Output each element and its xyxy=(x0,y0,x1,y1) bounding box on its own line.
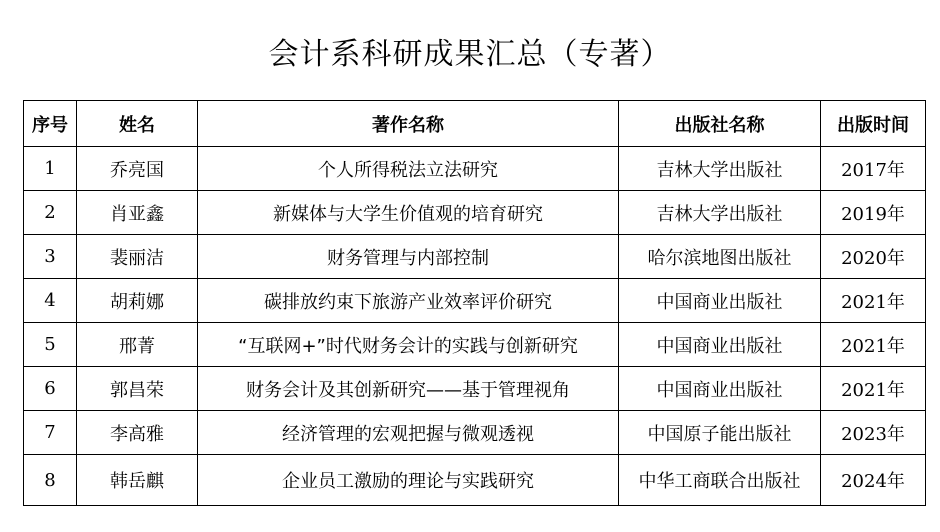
cell-name: 李高雅 xyxy=(77,411,198,455)
cell-publisher: 吉林大学出版社 xyxy=(619,191,821,235)
cell-publish-date: 2019年 xyxy=(821,191,926,235)
table-header-row xyxy=(24,101,926,147)
header-publisher: 出版社名称 xyxy=(619,101,821,147)
cell-index: 2 xyxy=(24,191,77,235)
cell-publisher: 中国商业出版社 xyxy=(619,279,821,323)
table-row xyxy=(24,191,926,235)
cell-work-title: 个人所得税法立法研究 xyxy=(198,147,619,191)
cell-publisher: 中国商业出版社 xyxy=(619,367,821,411)
table-row xyxy=(24,455,926,506)
cell-publish-date: 2023年 xyxy=(821,411,926,455)
cell-name: 韩岳麒 xyxy=(77,455,198,506)
cell-publisher: 哈尔滨地图出版社 xyxy=(619,235,821,279)
cell-publisher: 吉林大学出版社 xyxy=(619,147,821,191)
cell-index: 6 xyxy=(24,367,77,411)
cell-publish-date: 2020年 xyxy=(821,235,926,279)
cell-index: 1 xyxy=(24,147,77,191)
table-row xyxy=(24,279,926,323)
cell-name: 邢菁 xyxy=(77,323,198,367)
cell-work-title: 企业员工激励的理论与实践研究 xyxy=(198,455,619,506)
cell-index: 8 xyxy=(24,455,77,506)
cell-name: 肖亚鑫 xyxy=(77,191,198,235)
table-row xyxy=(24,235,926,279)
table-row xyxy=(24,411,926,455)
table-row xyxy=(24,323,926,367)
cell-index: 3 xyxy=(24,235,77,279)
cell-publish-date: 2021年 xyxy=(821,279,926,323)
cell-publisher: 中华工商联合出版社 xyxy=(619,455,821,506)
cell-work-title: 财务管理与内部控制 xyxy=(198,235,619,279)
cell-publish-date: 2021年 xyxy=(821,367,926,411)
cell-name: 胡莉娜 xyxy=(77,279,198,323)
cell-publisher: 中国原子能出版社 xyxy=(619,411,821,455)
cell-publish-date: 2024年 xyxy=(821,455,926,506)
header-index: 序号 xyxy=(24,101,77,147)
cell-index: 5 xyxy=(24,323,77,367)
cell-name: 乔亮国 xyxy=(77,147,198,191)
header-publish-date: 出版时间 xyxy=(821,101,926,147)
header-name: 姓名 xyxy=(77,101,198,147)
cell-publish-date: 2017年 xyxy=(821,147,926,191)
cell-work-title: 碳排放约束下旅游产业效率评价研究 xyxy=(198,279,619,323)
cell-publisher: 中国商业出版社 xyxy=(619,323,821,367)
monographs-table xyxy=(23,100,926,506)
header-work-title: 著作名称 xyxy=(198,101,619,147)
cell-name: 郭昌荣 xyxy=(77,367,198,411)
cell-work-title: 财务会计及其创新研究——基于管理视角 xyxy=(198,367,619,411)
cell-publish-date: 2021年 xyxy=(821,323,926,367)
table-row xyxy=(24,367,926,411)
page-title: 会计系科研成果汇总（专著） xyxy=(268,37,672,72)
cell-name: 裴丽洁 xyxy=(77,235,198,279)
cell-index: 4 xyxy=(24,279,77,323)
cell-work-title: “互联网+”时代财务会计的实践与创新研究 xyxy=(198,323,619,367)
cell-work-title: 新媒体与大学生价值观的培育研究 xyxy=(198,191,619,235)
cell-index: 7 xyxy=(24,411,77,455)
cell-work-title: 经济管理的宏观把握与微观透视 xyxy=(198,411,619,455)
table-row xyxy=(24,147,926,191)
